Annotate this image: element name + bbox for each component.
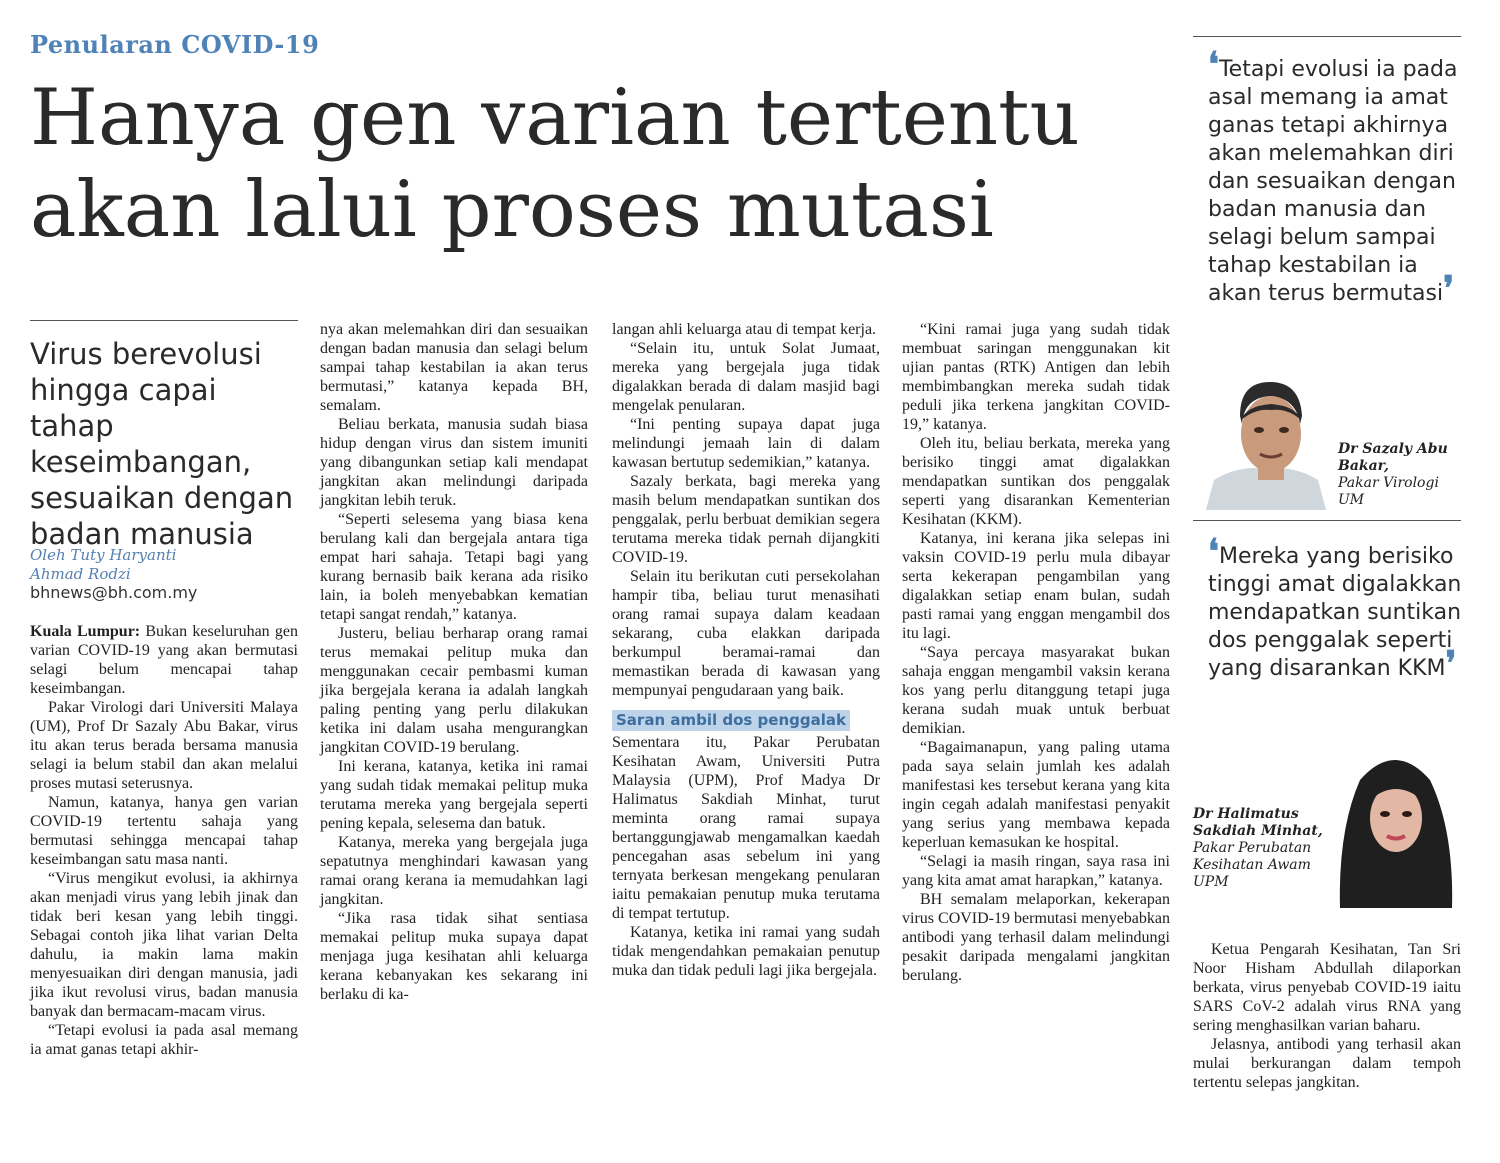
open-quote-icon: ❛ <box>1208 45 1219 85</box>
paragraph: Katanya, mereka yang bergejala juga sepatutnya menghindari kawasan yang ramai orang kerana ia memudahkan lagi jangkitan. <box>320 834 588 908</box>
caption-role: Pakar Virologi UM <box>1338 475 1439 508</box>
paragraph: Justeru, beliau berharap orang ramai terus memakai pelitup muka dan menggunakan cecair pembasmi kuman jika bergejala kerana ia adalah langkah paling penting yang perlu dilakukan ketika ini dalam usaha mengurangkan jangkitan COVID-19 berulang. <box>320 625 588 756</box>
article-column-5 <box>1193 940 1461 1092</box>
paragraph: Ini kerana, katanya, ketika ini ramai yang sudah tidak memakai pelitup muka terutama mereka yang bergejala seperti pening kepala, selesema dan batuk. <box>320 758 588 832</box>
paragraph: “Seperti selesema yang biasa kena berulang kali dan bergejala antara tiga empat hari sahaja. Tetapi bagi yang kurang bernasib baik kerana ada risiko lain, ia boleh menyebabkan kematian tetapi sangat rendah,” katanya. <box>320 511 588 623</box>
article-column-2 <box>320 320 588 1004</box>
article-column-4 <box>902 320 1170 985</box>
headline <box>30 72 1190 256</box>
pull-quote-text: Tetapi evolusi ia pada asal memang ia amat ganas tetapi akhirnya akan melemahkan diri dan sesuaikan dengan badan manusia dan selagi belum sampai tahap kestabilan ia akan terus bermutasi <box>1208 57 1458 306</box>
subsection-heading: Saran ambil dos penggalak <box>612 710 850 731</box>
paragraph: Beliau berkata, manusia sudah biasa hidup dengan virus dan sistem imuniti yang dibangunkan setiap kali mendapat jangkitan akan melindungi daripada jangkitan lebih teruk. <box>320 416 588 509</box>
caption-name: Dr Sazaly Abu Bakar, <box>1338 441 1448 474</box>
section-kicker: Penularan COVID-19 <box>30 30 320 59</box>
close-quote-icon: ❜ <box>1445 644 1457 684</box>
headline-line-2: akan lalui proses mutasi <box>30 165 994 255</box>
paragraph: Oleh itu, beliau berkata, mereka yang berisiko tinggi amat digalakkan mendapatkan suntikan dos penggalak seperti yang disarankan Kementerian Kesihatan (KKM). <box>902 435 1170 528</box>
byline-author-2: Ahmad Rodzi <box>30 565 131 583</box>
paragraph: Pakar Virologi dari Universiti Malaya (UM), Prof Dr Sazaly Abu Bakar, virus itu akan terus berada bersama manusia selagi ia belum stabil dan akan melalui proses mutasi seterusnya. <box>30 699 298 792</box>
portrait-illustration <box>1196 368 1336 510</box>
portrait-photo-halimatus <box>1330 740 1460 908</box>
byline-author-1: Oleh Tuty Haryanti <box>30 546 177 564</box>
paragraph: BH semalam melaporkan, kekerapan virus COVID-19 bermutasi menyebabkan antibodi yang terhasil dalam melindungi pesakit daripada mengalami jangkitan berulang. <box>902 891 1170 984</box>
paragraph: Jelasnya, antibodi yang terhasil akan mulai berkurangan dalam tempoh tertentu selepas jangkitan. <box>1193 1036 1461 1091</box>
paragraph: Katanya, ketika ini ramai yang sudah tidak mengendahkan pemakaian penutup muka dan tidak peduli lagi jika bergejala. <box>612 924 880 979</box>
portrait-illustration <box>1330 740 1460 908</box>
paragraph: Ketua Pengarah Kesihatan, Tan Sri Noor Hisham Abdullah dilaporkan berkata, virus penyebab COVID-19 iaitu SARS CoV-2 adalah virus RNA yang sering menghasilkan varian baharu. <box>1193 941 1461 1034</box>
paragraph: “Bagaimanapun, yang paling utama pada saya selain jumlah kes adalah manifestasi kes tersebut kerana yang kita ingin cegah adalah manifestasi penyakit yang serius yang membawa kepada keperluan kemasukan ke hospital. <box>902 739 1170 851</box>
paragraph: Sazaly berkata, bagi mereka yang masih belum mendapatkan suntikan dos penggalak, perlu berbuat demikian segera terutama mereka tidak pernah dijangkiti COVID-19. <box>612 473 880 566</box>
portrait-photo-sazaly <box>1196 368 1336 510</box>
paragraph: “Ini penting supaya dapat juga melindungi jemaah lain di dalam kawasan bertutup sedemikian,” katanya. <box>612 416 880 471</box>
photo-caption-sazaly <box>1338 441 1463 509</box>
paragraph: Bukan keseluruhan gen varian COVID-19 yang akan bermutasi selagi belum mencapai tahap keseimbangan. <box>30 623 298 697</box>
article-column-1 <box>30 622 298 1059</box>
open-quote-icon: ❛ <box>1208 532 1219 572</box>
paragraph: “Kini ramai juga yang sudah tidak membuat saringan menggunakan kit ujian pantas (RTK) Antigen dan lebih membimbangkan mereka sudah tidak peduli jika terkena jangkitan COVID-19,” katanya. <box>902 321 1170 433</box>
headline-line-1: Hanya gen varian tertentu <box>30 73 1080 163</box>
paragraph: Namun, katanya, hanya gen varian COVID-19 tertentu sahaja yang bermutasi sehingga mencapai tahap keseimbangan satu masa nanti. <box>30 794 298 868</box>
caption-role: Pakar Perubatan Kesihatan Awam UPM <box>1193 840 1312 890</box>
close-quote-icon: ❜ <box>1443 269 1455 309</box>
byline <box>30 546 176 584</box>
paragraph: “Virus mengikut evolusi, ia akhirnya akan menjadi virus yang lebih jinak dan tidak beri kesan yang lebih tinggi. Sebagai contoh jika lihat varian Delta dahulu, ia makin lama makin menyesuaikan diri dengan manusia, jadi jika ikut revolusi virus, badan manusia banyak dan bermacam-macam virus. <box>30 870 298 1020</box>
divider <box>30 320 298 321</box>
paragraph: nya akan melemahkan diri dan sesuaikan dengan badan manusia dan selagi belum sampai tahap kestabilan ia akan terus bermutasi,” katanya kepada BH, semalam. <box>320 321 588 414</box>
paragraph: “Selagi ia masih ringan, saya rasa ini yang kita amat amat harapkan,” katanya. <box>902 853 1170 889</box>
paragraph: langan ahli keluarga atau di tempat kerja. <box>612 321 877 338</box>
article-column-3 <box>612 320 880 980</box>
divider <box>1193 520 1461 521</box>
photo-caption-halimatus <box>1193 806 1323 891</box>
subheadline: Virus berevolusi hingga capai tahap keseimbangan, sesuaikan dengan badan manusia <box>30 337 294 551</box>
dateline: Kuala Lumpur: <box>30 623 141 640</box>
paragraph: Katanya, ini kerana jika selepas ini vaksin COVID-19 perlu mula dibayar serta kekerapan pengambilan yang digalakkan setiap enam bulan, sudah pasti ramai yang enggan mengambil dos itu lagi. <box>902 530 1170 642</box>
paragraph: Selain itu berikutan cuti persekolahan hampir tiba, beliau turut menasihati orang ramai supaya dalam keadaan sekarang, cuba elakkan daripada berkumpul beramai-ramai dan memastikan berada di kawasan yang mempunyai pengudaraan yang baik. <box>612 568 880 699</box>
paragraph: “Saya percaya masyarakat bukan sahaja enggan mengambil vaksin kerana kos yang perlu ditanggung tetapi juga kerana sudah muak untuk berbuat demikian. <box>902 644 1170 737</box>
paragraph: “Tetapi evolusi ia pada asal memang ia amat ganas tetapi akhir- <box>30 1022 298 1058</box>
pull-quote-2 <box>1208 532 1468 684</box>
pull-quote-text: Mereka yang berisiko tinggi amat digalakkan mendapatkan suntikan dos penggalak seperti yang disarankan KKM <box>1208 544 1462 681</box>
paragraph: Sementara itu, Pakar Perubatan Kesihatan Awam, Universiti Putra Malaysia (UPM), Prof Madya Dr Halimatus Sakdiah Minhat, turut meminta orang ramai supaya bertanggungjawab mengamalkan kaedah pencegahan asas sebelum ini yang ternyata berkesan mengekang penularan iaitu pemakaian penutup muka terutama di tempat tertutup. <box>612 734 880 922</box>
byline-email: bhnews@bh.com.my <box>30 583 198 602</box>
divider <box>1193 36 1461 37</box>
caption-name: Dr Halimatus Sakdiah Minhat, <box>1193 806 1323 839</box>
paragraph: “Selain itu, untuk Solat Jumaat, mereka yang bergejala juga tidak digalakkan berada di dalam masjid bagi mengelak penularan. <box>612 340 880 414</box>
pull-quote-1 <box>1208 45 1468 309</box>
paragraph: “Jika rasa tidak sihat sentiasa memakai pelitup muka supaya dapat menjaga juga kesihatan ahli keluarga kerana kebanyakan kes sekarang ini berlaku di ka- <box>320 910 588 1003</box>
